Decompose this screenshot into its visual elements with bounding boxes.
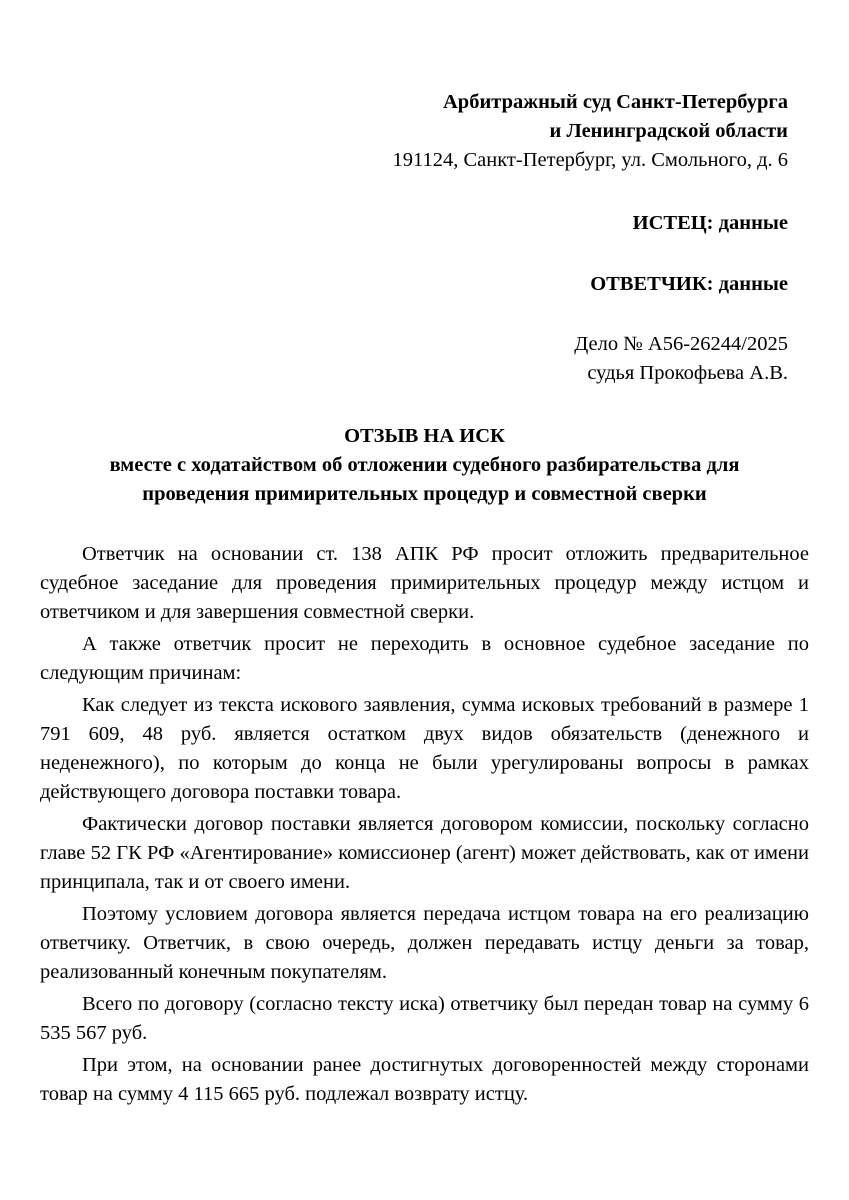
document-title-block	[40, 422, 809, 509]
document-title: ОТЗЫВ НА ИСК	[344, 425, 505, 447]
case-judge: судья Прокофьева А.В.	[587, 362, 788, 384]
body-paragraph: Поэтому условием договора является передача истцом товара на его реализацию ответчику. Ответчик, в свою очередь, должен передавать истцу деньги за товар, реализованный конечным покупателям.	[40, 903, 809, 983]
body-paragraph: Как следует из текста искового заявления, сумма исковых требований в размере 1 791 609, 48 руб. является остатком двух видов обязательств (денежного и неденежного), по которым до конца не были урегулированы вопросы в рамках действующего договора поставки товара.	[40, 694, 809, 803]
body-paragraph: Всего по договору (согласно тексту иска) ответчику был передан товар на сумму 6 535 567 руб.	[40, 993, 809, 1044]
body-paragraph: Фактически договор поставки является договором комиссии, поскольку согласно главе 52 ГК РФ «Агентирование» комиссионер (агент) может действовать, как от имени принципала, так и от своего имени.	[40, 813, 809, 893]
plaintiff-label: ИСТЕЦ:	[632, 212, 714, 234]
body-paragraph: А также ответчик просит не переходить в основное судебное заседание по следующим причинам:	[40, 633, 809, 684]
defendant-block	[590, 270, 788, 299]
plaintiff-value: данные	[718, 212, 788, 234]
defendant-value: данные	[718, 273, 788, 295]
document-subtitle-line1: вместе с ходатайством об отложении судебного разбирательства для	[109, 454, 740, 476]
court-name-line1: Арбитражный суд Санкт-Петербурга	[442, 91, 788, 113]
case-number: Дело № А56-26244/2025	[574, 333, 788, 355]
case-info	[574, 330, 788, 388]
document-body	[40, 540, 809, 1112]
body-paragraph: При этом, на основании ранее достигнутых договоренностей между сторонами товар на сумму 4 115 665 руб. подлежал возврату истцу.	[40, 1054, 809, 1105]
body-paragraph: Ответчик на основании ст. 138 АПК РФ просит отложить предварительное судебное заседание для проведения примирительных процедур между истцом и ответчиком и для завершения совместной сверки.	[40, 543, 809, 623]
defendant-label: ОТВЕТЧИК:	[590, 273, 714, 295]
court-address: 191124, Санкт-Петербург, ул. Смольного, д. 6	[392, 149, 788, 171]
plaintiff-block	[633, 209, 788, 238]
court-header	[393, 88, 789, 175]
document-subtitle-line2: проведения примирительных процедур и совместной сверки	[142, 483, 707, 505]
court-name-line2: и Ленинградской области	[549, 120, 788, 142]
